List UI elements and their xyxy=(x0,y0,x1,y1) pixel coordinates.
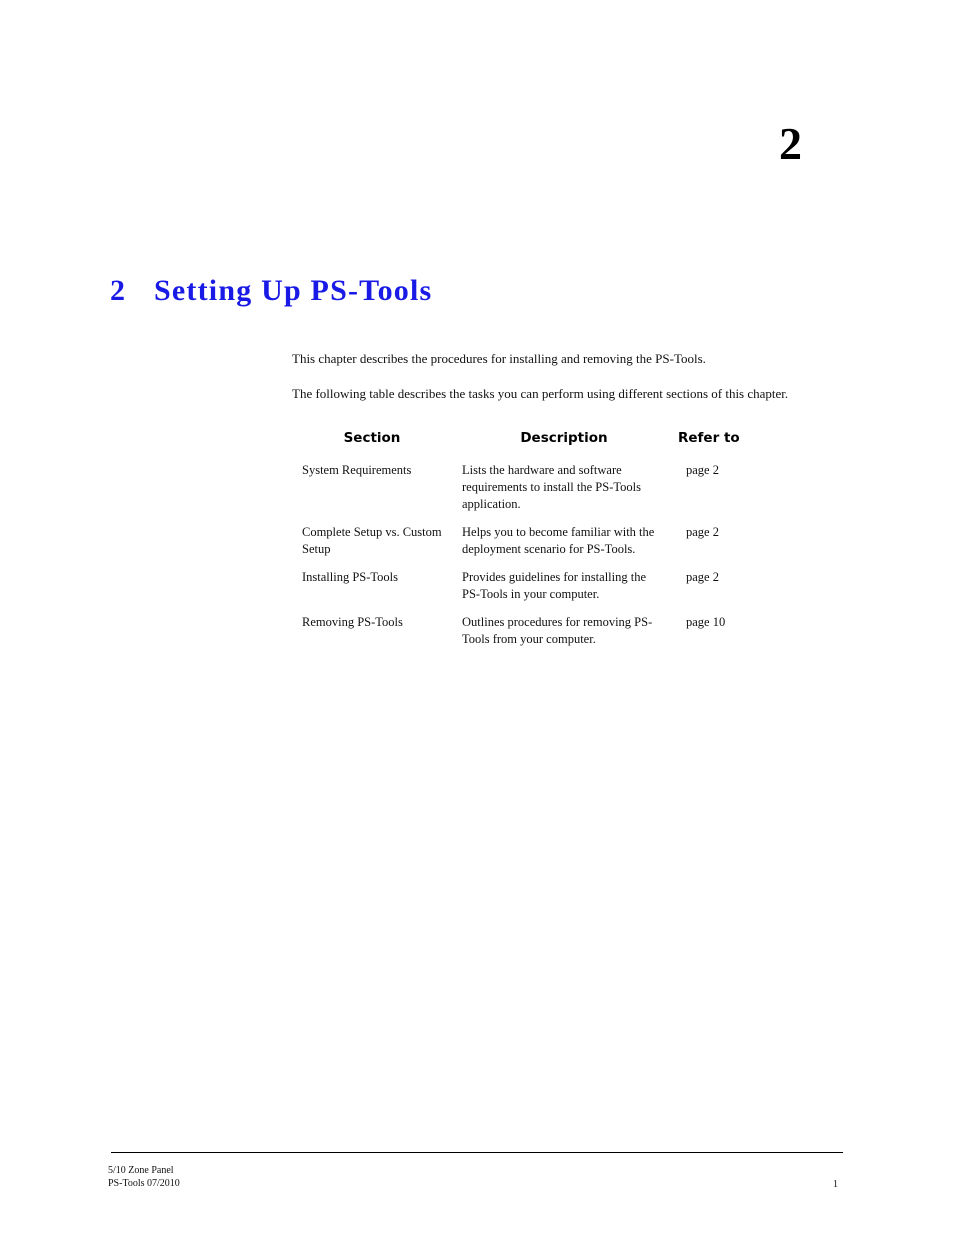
refer-to-cell: page 2 xyxy=(686,463,719,477)
table-row xyxy=(292,569,812,614)
table-row xyxy=(292,462,812,524)
header-description: Description xyxy=(520,430,608,446)
table-header-row xyxy=(292,428,812,462)
table-intro-paragraph: The following table describes the tasks you can perform using different sections of this chapter. xyxy=(292,386,789,401)
description-cell: Outlines procedures for removing PS-Tools from your computer. xyxy=(462,615,653,646)
refer-to-cell: page 2 xyxy=(686,570,719,584)
description-cell: Provides guidelines for installing the PS-Tools in your computer. xyxy=(462,570,647,601)
header-section: Section xyxy=(343,430,401,446)
intro-paragraph: This chapter describes the procedures for installing and removing the PS-Tools. xyxy=(292,351,706,366)
section-cell: Complete Setup vs. Custom Setup xyxy=(302,525,442,556)
table-row xyxy=(292,614,812,659)
footer-page-number: 1 xyxy=(833,1179,838,1190)
section-cell: System Requirements xyxy=(302,463,412,477)
footer-document-info xyxy=(108,1164,180,1190)
description-cell: Lists the hardware and software requirements to install the PS-Tools application. xyxy=(462,463,641,511)
chapter-sections-table xyxy=(292,428,812,659)
chapter-title xyxy=(110,272,432,310)
refer-to-cell: page 2 xyxy=(686,525,719,539)
chapter-title-number: 2 xyxy=(110,274,127,307)
table-row xyxy=(292,524,812,569)
footer-divider xyxy=(111,1152,843,1153)
header-refer-to: Refer to xyxy=(678,430,740,446)
section-cell: Installing PS-Tools xyxy=(302,570,399,584)
footer-doc-version: PS-Tools 07/2010 xyxy=(108,1178,180,1189)
chapter-number: 2 xyxy=(779,118,802,169)
refer-to-cell: page 10 xyxy=(686,615,726,629)
chapter-title-text: Setting Up PS-Tools xyxy=(154,274,433,307)
section-cell: Removing PS-Tools xyxy=(302,615,403,629)
description-cell: Helps you to become familiar with the deployment scenario for PS-Tools. xyxy=(462,525,655,556)
footer-product-name: 5/10 Zone Panel xyxy=(108,1165,174,1176)
